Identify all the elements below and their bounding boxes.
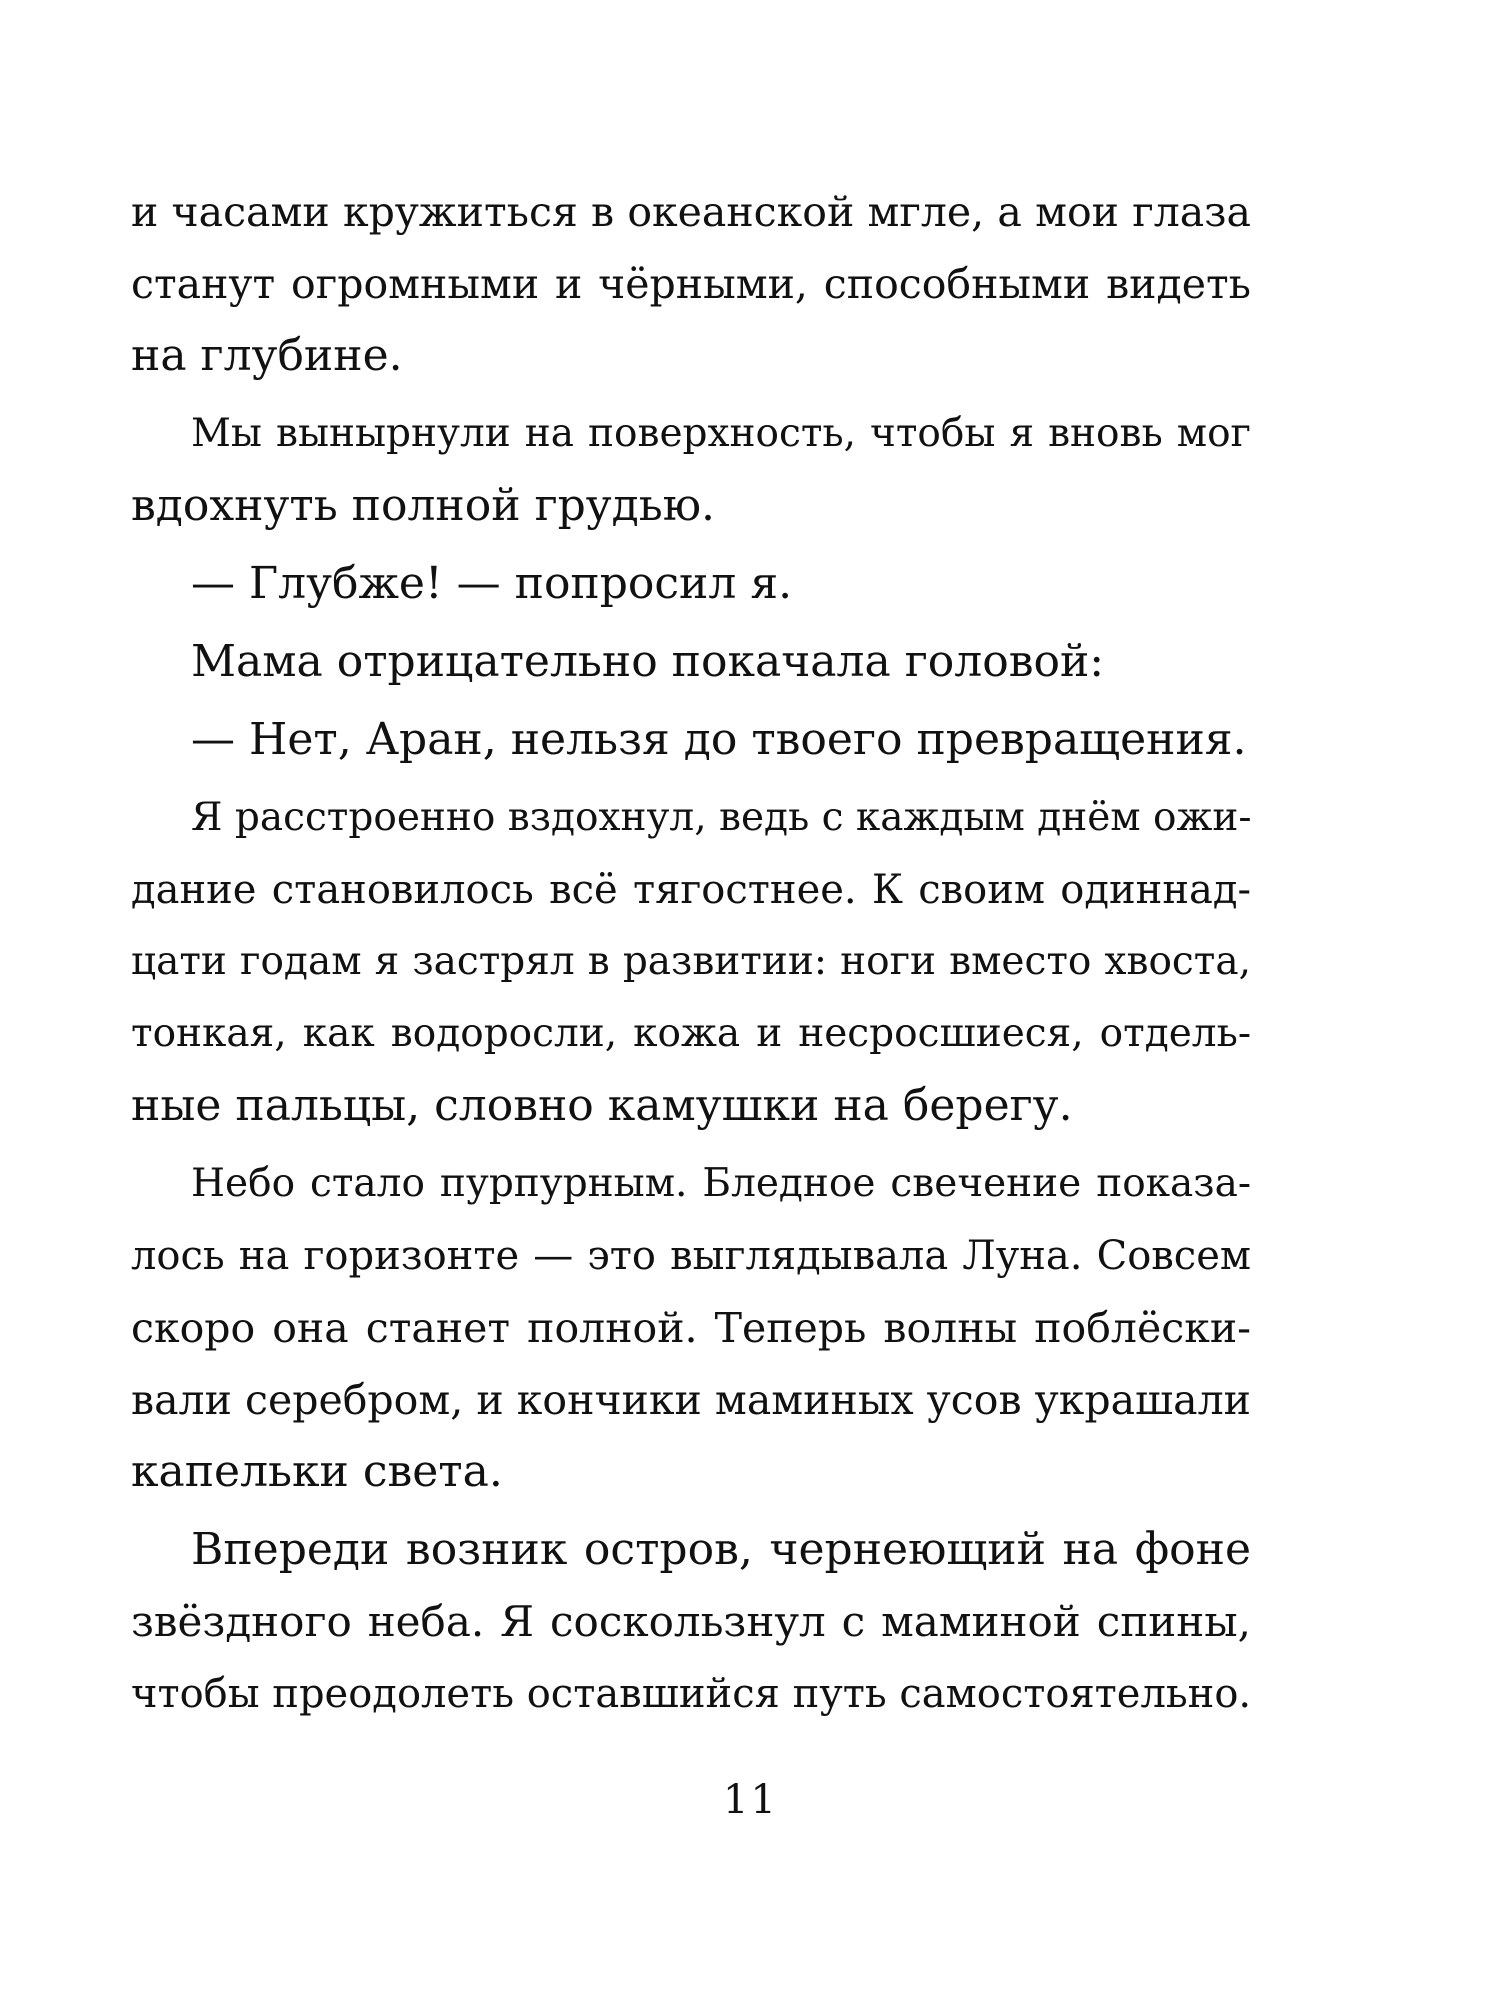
text-line: тонкая, как водоросли, кожа и несросшиеся, отдель-	[131, 1011, 1251, 1056]
text-line: дание становилось всё тягостнее. К своим одиннад-	[131, 867, 1251, 913]
text-line: — Глубже! — попросил я.	[191, 558, 793, 609]
text-line: капельки света.	[131, 1446, 503, 1497]
text-line: вдохнуть полной грудью.	[131, 480, 716, 531]
text-line: ные пальцы, словно камушки на берегу.	[131, 1080, 1073, 1131]
text-line: станут огромными и чёрными, способными видеть	[131, 260, 1251, 308]
text-line: и часами кружиться в океанской мгле, а мои глаза	[131, 188, 1251, 236]
text-line: скоро она станет полной. Теперь волны поблёски-	[131, 1304, 1251, 1352]
text-line: Мы вынырнули на поверхность, чтобы я вновь мог	[191, 411, 1251, 456]
text-line: чтобы преодолеть оставшийся путь самостоятельно.	[131, 1671, 1252, 1717]
text-line: вали серебром, и кончики маминых усов украшали	[131, 1376, 1251, 1424]
text-line: Впереди возник остров, чернеющий на фоне	[191, 1524, 1251, 1575]
text-line: — Нет, Аран, нельзя до твоего превращения.	[191, 714, 1247, 765]
text-line: цати годам я застрял в развитии: ноги вместо хвоста,	[131, 939, 1251, 984]
text-line: на глубине.	[131, 330, 403, 381]
text-line: лось на горизонте — это выглядывала Луна. Совсем	[131, 1233, 1251, 1279]
text-line: Я расстроенно вздохнул, ведь с каждым днём ожи-	[191, 795, 1252, 840]
text-line: Мама отрицательно покачала головой:	[191, 636, 1105, 687]
text-line: Небо стало пурпурным. Бледное свечение показа-	[191, 1161, 1251, 1206]
text-line: звёздного неба. Я соскользнул с маминой спины,	[131, 1597, 1251, 1646]
page-number: 11	[723, 1777, 778, 1823]
